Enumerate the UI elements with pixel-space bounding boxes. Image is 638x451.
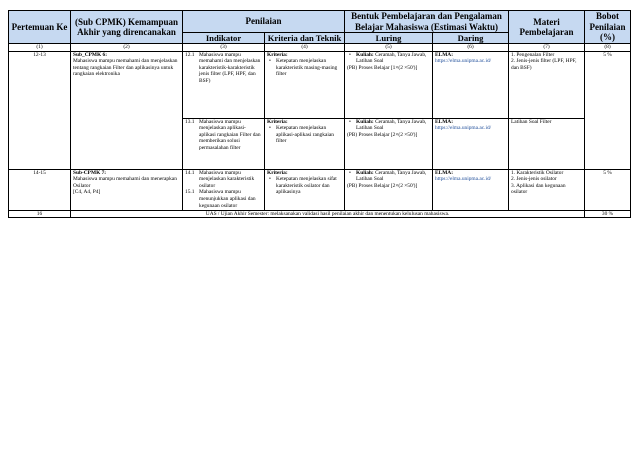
col-number: (5)	[345, 44, 433, 52]
kriteria-label: Kriteria:	[267, 169, 288, 176]
elma-link[interactable]: https://elma.unipma.ac.id/	[435, 176, 492, 183]
kriteria-item: • Ketepatan menjelaskan aplikasi-aplikasi rangkaian filter	[267, 125, 342, 145]
luring-text: Ceramah, Tanya Jawab, Latihan Soal	[356, 169, 427, 183]
kriteria-cell	[265, 118, 345, 169]
daring-label: ELMA:	[435, 169, 453, 176]
indikator-number: 12.1	[185, 51, 195, 58]
header-bobot: Bobot Penilaian (%)	[585, 11, 631, 44]
col-number: (3)	[183, 44, 265, 52]
indikator-text: Mahasiswa mampu memahami dan menjelaskan karakteristik-karakteristik jenis filter (LPF, HPF, dan BSF)	[199, 51, 261, 84]
col-number: (2)	[71, 44, 183, 52]
luring-cell	[345, 169, 433, 210]
col-number: (6)	[433, 44, 509, 52]
indikator-number: 13.1	[185, 118, 195, 125]
daring-cell	[433, 169, 509, 210]
luring-pb: (PB) Proses Belajar [1×(2 ×50')]	[347, 64, 418, 71]
indikator-cell	[183, 118, 265, 169]
col-number: (1)	[9, 44, 71, 52]
sub-cpmk-title: Sub_CPMK 6:	[73, 51, 107, 58]
kriteria-item: • Ketepatan menjelaskan sifat karakteristik osilator dan aplikasinya	[267, 176, 342, 196]
col-number: (7)	[509, 44, 585, 52]
header-materi: Materi Pembelajaran	[509, 11, 585, 44]
luring-label: Kuliah:	[356, 118, 374, 125]
daring-label: ELMA:	[435, 51, 453, 58]
kriteria-cell	[265, 169, 345, 210]
indikator-text: Mahasiswa mampu menunjukkan aplikasi dan kegunaan osilator	[199, 189, 256, 209]
luring-label: Kuliah:	[356, 169, 374, 176]
header-bentuk-pembelajaran: Bentuk Pembelajaran dan Pengalaman Belajar Mahasiswa (Estimasi Waktu)	[345, 11, 509, 33]
table-row	[9, 169, 631, 210]
daring-cell	[433, 51, 509, 118]
uas-row	[9, 210, 631, 218]
sub-cpmk-code: [C4, A4, P4]	[73, 189, 101, 196]
kriteria-cell	[265, 51, 345, 118]
bobot-cell: 30 %	[585, 210, 631, 218]
header-sub-cpmk: (Sub CPMK) Kemampuan Akhir yang direncanakan	[71, 11, 183, 44]
materi-item: 1. Pengenalan Filter	[511, 51, 555, 58]
sub-cpmk-cell	[71, 169, 183, 210]
sub-cpmk-desc: Mahasiswa mampu memahami dan menerapkan Osilator	[73, 176, 177, 189]
luring-cell	[345, 118, 433, 169]
luring-text: Ceramah, Tanya Jawab, Latihan Soal	[356, 118, 427, 132]
luring-text: Ceramah, Tanya Jawab, Latihan Soal	[356, 51, 427, 65]
luring-pb: (PB) Proses Belajar [2×(2 ×50')]	[347, 131, 418, 138]
daring-cell	[433, 118, 509, 169]
luring-label: Kuliah:	[356, 51, 374, 58]
header-penilaian: Penilaian	[183, 11, 345, 33]
header-daring: Daring	[433, 33, 509, 44]
materi-item: 3. Aplikasi dan kegunaan osilator	[511, 182, 566, 196]
luring-item	[347, 170, 430, 183]
elma-link[interactable]: https://elma.unipma.ac.id/	[435, 125, 492, 132]
materi-cell	[509, 51, 585, 118]
indikator-cell	[183, 169, 265, 210]
header-indikator: Indikator	[183, 33, 265, 44]
indikator-text: Mahasiswa mampu menjelaskan karakteristik osilator	[199, 169, 255, 189]
luring-pb: (PB) Proses Belajar [2×(2 ×50')]	[347, 182, 418, 189]
col-number: (4)	[265, 44, 345, 52]
table-row	[9, 51, 631, 118]
column-number-row	[9, 44, 631, 52]
indikator-text: Mahasiswa mampu menjelaskan aplikasi-aplikasi rangkaian Filter dan memberikan solusi permasalahan filter	[199, 118, 261, 151]
col-number: (8)	[585, 44, 631, 52]
indikator-number: 15.1	[185, 189, 195, 196]
materi-item: 2. Jenis-jenis filter (LPF, HPF, dan BSF)	[511, 58, 577, 71]
header-kriteria: Kriteria dan Teknik	[265, 33, 345, 44]
materi-item: Latihan Soal Filter	[511, 118, 552, 125]
bobot-cell: 5 %	[585, 169, 631, 210]
kriteria-label: Kriteria:	[267, 51, 288, 58]
kriteria-label: Kriteria:	[267, 118, 288, 125]
sub-cpmk-title: Sub-CPMK 7:	[73, 169, 107, 176]
luring-item	[347, 52, 430, 65]
sub-cpmk-cell	[71, 51, 183, 169]
sub-cpmk-desc: Mahasiswa mampu memahami dan menjelaskan tentang rangkaian Filter dan aplikasinya untuk rangkaian elektronika	[73, 58, 178, 78]
elma-link[interactable]: https://elma.unipma.ac.id/	[435, 58, 492, 65]
materi-item: 2. Jenis-jenis osilator	[511, 176, 557, 183]
pertemuan-cell: 14-15	[9, 169, 71, 210]
luring-cell	[345, 51, 433, 118]
daring-label: ELMA:	[435, 118, 453, 125]
pertemuan-cell: 12-13	[9, 51, 71, 169]
materi-cell	[509, 118, 585, 169]
pertemuan-cell: 16	[9, 210, 71, 218]
indikator-number: 14.1	[185, 169, 195, 176]
kriteria-item: • Ketepatan menjelaskan karakteristik masing-masing filter	[267, 58, 342, 78]
uas-description: UAS / Ujian Akhir Semester: melaksanakan validasi hasil penilaian akhir dan menentukan kelulusan mahasiswa.	[71, 210, 585, 218]
luring-item	[347, 119, 430, 132]
indikator-cell	[183, 51, 265, 118]
materi-item: 1. Karakteristik Osilator	[511, 169, 564, 176]
materi-cell	[509, 169, 585, 210]
bobot-cell: 5 %	[585, 51, 631, 169]
header-luring: Luring	[345, 33, 433, 44]
rps-table	[8, 10, 631, 218]
header-pertemuan: Pertemuan Ke	[9, 11, 71, 44]
header-row-1	[9, 11, 631, 33]
